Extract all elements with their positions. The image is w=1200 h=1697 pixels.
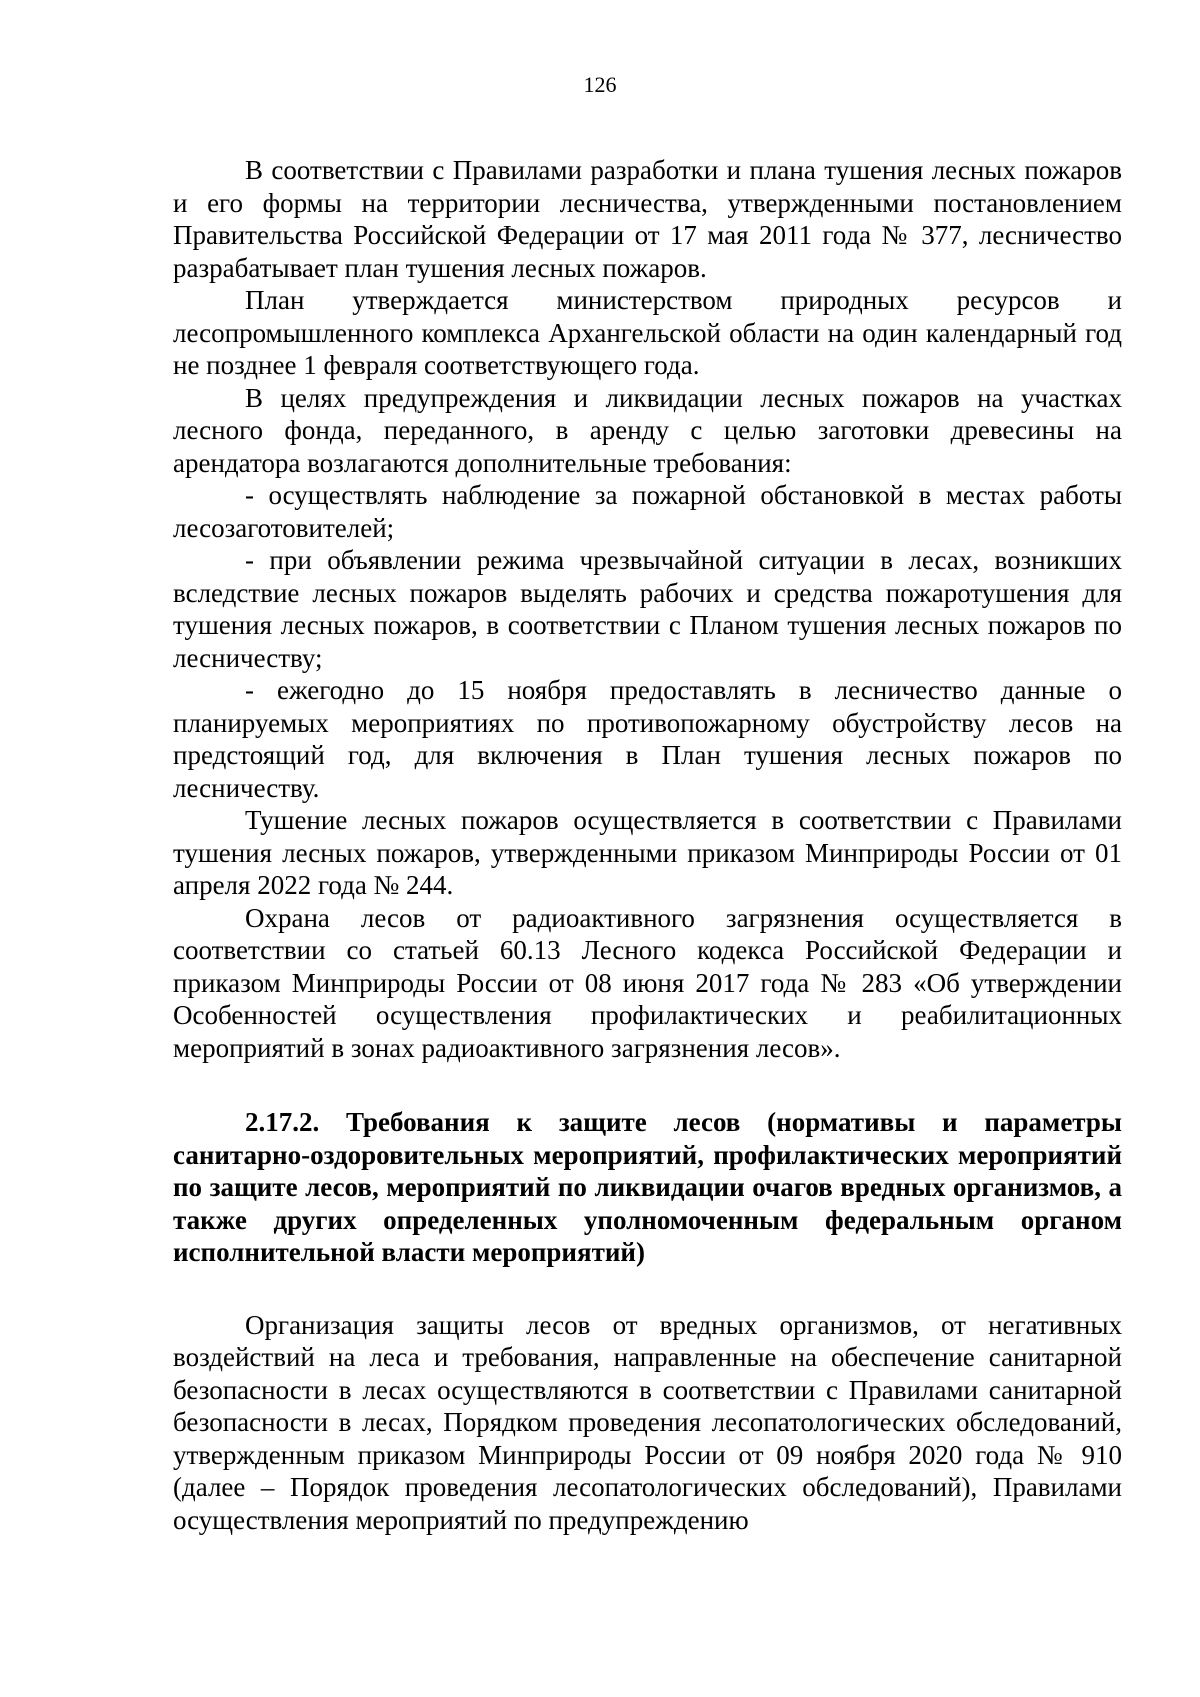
list-item-fire-monitoring: - осуществлять наблюдение за пожарной обстановкой в местах работы лесозаготовителей; (173, 480, 1122, 543)
paragraph-firefighting-rules: Тушение лесных пожаров осуществляется в соответствии с Правилами тушения лесных пожаров, утвержденными приказом Минприроды России от 01 апреля 2022 года № 244. (173, 805, 1122, 900)
section-heading: 2.17.2. Требования к защите лесов (нормативы и параметры санитарно-оздоровительных мероприятий, профилактических мероприятий по защите лесов, мероприятий по ликвидации очагов вредных организмов, а также других определенных уполномоченным федеральным органом исполнительной власти мероприятий) (173, 1107, 1122, 1267)
section-body (173, 1309, 1122, 1537)
paragraph-lessee-requirements: В целях предупреждения и ликвидации лесных пожаров на участках лесного фонда, переданного, в аренду с целью заготовки древесины на арендатора возлагаются дополнительные требования: (173, 382, 1122, 478)
list-item-annual-report: - ежегодно до 15 ноября предоставлять в лесничество данные о планируемых мероприятиях по противопожарному обустройству лесов на предстоящий год, для включения в План тушения лесных пожаров по лесничеству. (173, 675, 1122, 803)
paragraph-radioactive-protection: Охрана лесов от радиоактивного загрязнения осуществляется в соответствии со статьей 60.13 Лесного кодекса Российской Федерации и приказом Минприроды России от 08 июня 2017 года № 283 «Об утверждении Особенностей осуществления профилактических и реабилитационных мероприятий в зонах радиоактивного загрязнения лесов». (173, 902, 1122, 1063)
paragraph-forest-protection: Организация защиты лесов от вредных организмов, от негативных воздействий на леса и требования, направленные на обеспечение санитарной безопасности в лесах осуществляются в соответствии с Правилами санитарной безопасности в лесах, Порядком проведения лесопатологических обследований, утвержденным приказом Минприроды России от 09 ноября 2020 года № 910 (далее – Порядок проведения лесопатологических обследований), Правилами осуществления мероприятий по предупреждению (173, 1309, 1122, 1535)
list-item-emergency-resources: - при объявлении режима чрезвычайной ситуации в лесах, возникших вследствие лесных пожаров выделять рабочих и средства пожаротушения для тушения лесных пожаров, в соответствии с Планом тушения лесных пожаров по лесничеству; (173, 545, 1122, 673)
paragraph-fire-plan-rules: В соответствии с Правилами разработки и плана тушения лесных пожаров и его формы на территории лесничества, утвержденными постановлением Правительства Российской Федерации от 17 мая 2011 года № 377, лесничество разрабатывает план тушения лесных пожаров. (173, 155, 1122, 283)
page-number: 126 (583, 72, 617, 97)
paragraph-plan-approval: План утверждается министерством природных ресурсов и лесопромышленного комплекса Архангельской области на один календарный год не позднее 1 февраля соответствующего года. (173, 285, 1122, 380)
page-content (173, 154, 1122, 1536)
